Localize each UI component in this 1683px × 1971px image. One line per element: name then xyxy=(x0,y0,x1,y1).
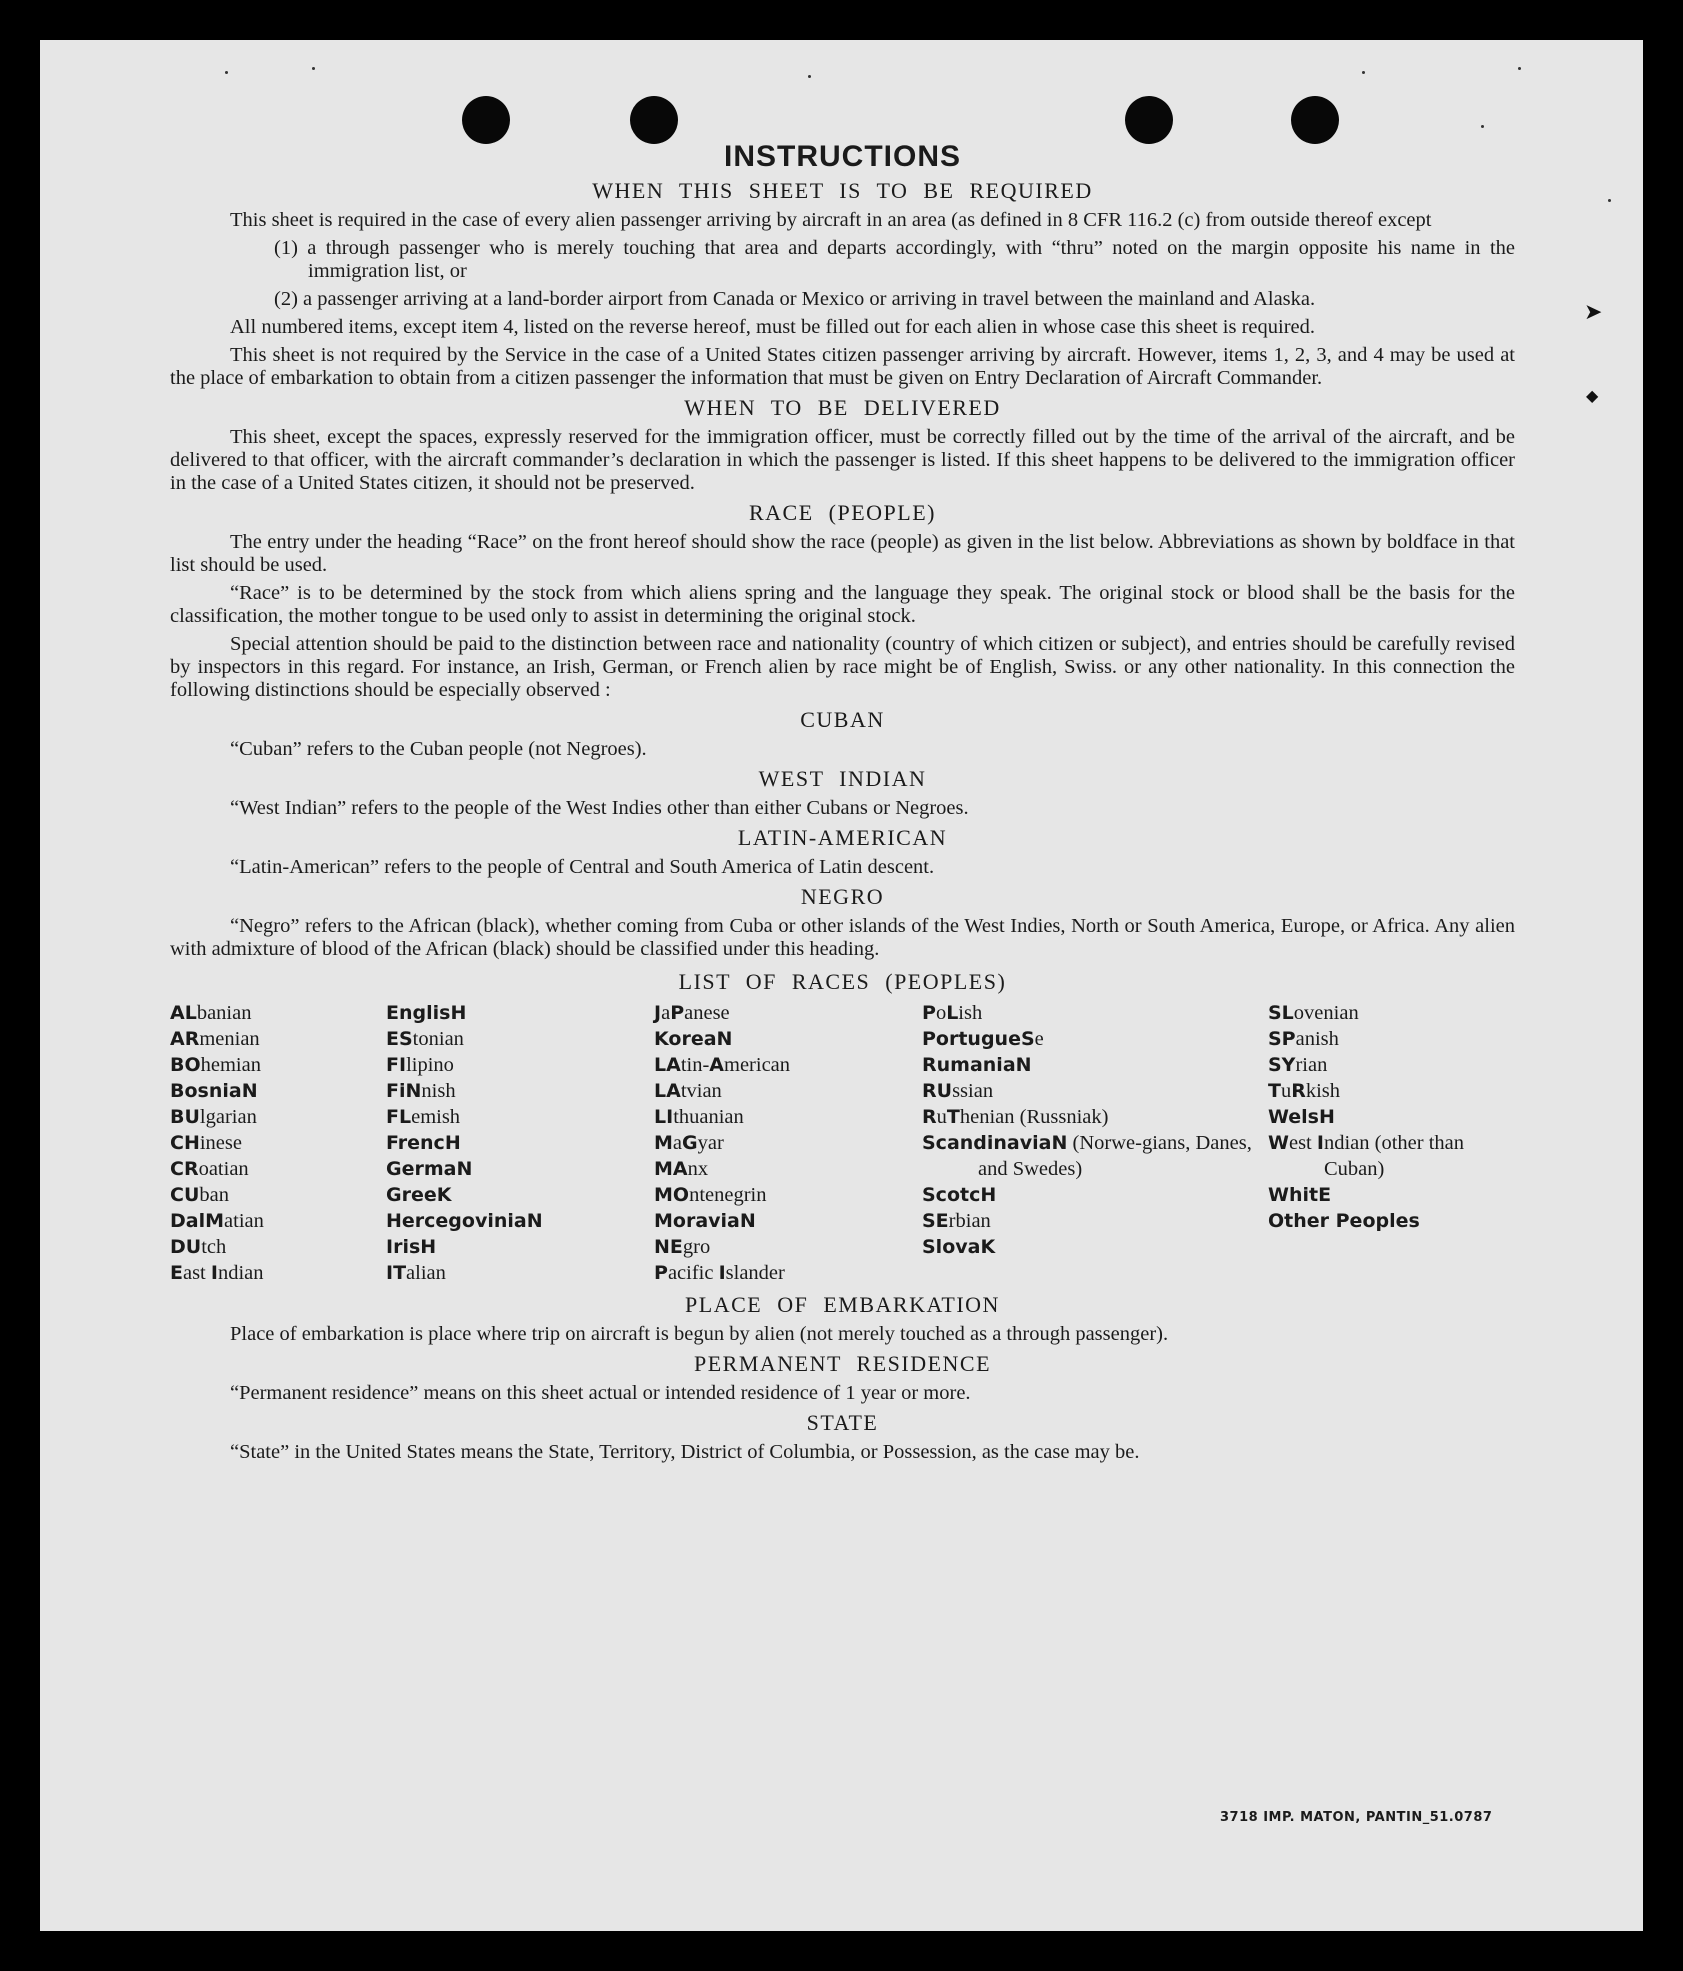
race-abbreviation: H xyxy=(980,1184,997,1206)
race-text: (Norwe-gians, Danes, and Swedes) xyxy=(978,1132,1252,1180)
race-entry xyxy=(386,1234,654,1260)
race-text: ndian xyxy=(217,1262,264,1284)
race-abbreviation: R xyxy=(922,1106,937,1128)
race-text: tch xyxy=(201,1236,227,1258)
race-abbreviation: N xyxy=(405,1080,422,1102)
race-entry xyxy=(922,1078,1268,1104)
races-column xyxy=(922,1000,1268,1286)
race-abbreviation: K xyxy=(436,1184,452,1206)
race-abbreviation: LA xyxy=(654,1054,681,1076)
paragraph: This sheet is not required by the Service in the case of a United States citizen passenger arriving by aircraft. However, items 1, 2, 3, and 4 may be used at the place of embarkation to obtain from a citizen passenger the information that must be given on Entry Declaration of Aircraft Commander. xyxy=(170,344,1515,389)
race-entry xyxy=(654,1078,922,1104)
race-text: atian xyxy=(224,1210,264,1232)
race-entry xyxy=(170,1156,386,1182)
race-entry xyxy=(170,1000,386,1026)
race-abbreviation: ES xyxy=(386,1028,413,1050)
speck xyxy=(1362,71,1365,74)
paragraph: Special attention should be paid to the distinction between race and nationality (country of which citizen or subject), and entries should be carefully revised by inspectors in this regard. For instance, an Irish, German, or French alien by race might be of English, Swiss. or any other nationality. In this connection the following distinctions should be especially observed : xyxy=(170,633,1515,701)
race-text: est xyxy=(1288,1132,1317,1154)
race-abbreviation: J xyxy=(654,1002,662,1024)
heading-cuban: CUBAN xyxy=(800,707,885,732)
race-entry xyxy=(170,1182,386,1208)
race-abbreviation: H xyxy=(1319,1106,1335,1128)
race-abbreviation: N xyxy=(739,1210,756,1232)
race-abbreviation: FI xyxy=(386,1054,407,1076)
race-entry xyxy=(1268,1026,1498,1052)
paragraph: “Race” is to be determined by the stock from which aliens spring and the language they speak. The original stock or blood shall be the basis for the classification, the mother tongue to be used only to assist in determining the original stock. xyxy=(170,582,1515,627)
race-text: emish xyxy=(411,1106,461,1128)
race-abbreviation: E xyxy=(1318,1184,1332,1206)
race-abbreviation: IT xyxy=(386,1262,407,1284)
race-text: acific xyxy=(667,1262,719,1284)
race-abbreviation: Other Peoples xyxy=(1268,1210,1420,1232)
race-entry xyxy=(386,1156,654,1182)
race-entry xyxy=(654,1156,922,1182)
race-entry xyxy=(922,1052,1268,1078)
races-column xyxy=(170,1000,386,1286)
race-abbreviation: BO xyxy=(170,1054,201,1076)
race-abbreviation: CH xyxy=(170,1132,200,1154)
race-text: u xyxy=(936,1106,947,1128)
paragraph: “State” in the United States means the State, Territory, District of Columbia, or Possession, as the case may be. xyxy=(230,1441,1140,1463)
race-abbreviation: W xyxy=(1268,1132,1289,1154)
race-abbreviation: P xyxy=(654,1262,668,1284)
paragraph: “Negro” refers to the African (black), whether coming from Cuba or other islands of the West Indies, North or South America, Europe, or Africa. Any alien with admixture of blood of the African (black) should be classified under this heading. xyxy=(170,915,1515,960)
race-entry xyxy=(170,1052,386,1078)
race-text: anish xyxy=(1295,1028,1339,1050)
race-entry xyxy=(654,1104,922,1130)
race-entry xyxy=(386,1130,654,1156)
race-abbreviation: RU xyxy=(922,1080,953,1102)
race-entry xyxy=(922,1000,1268,1026)
race-entry xyxy=(1268,1182,1498,1208)
race-entry xyxy=(654,1208,922,1234)
race-entry xyxy=(654,1260,922,1286)
race-abbreviation: CU xyxy=(170,1184,200,1206)
race-abbreviation: NE xyxy=(654,1236,683,1258)
race-abbreviation: H xyxy=(444,1132,461,1154)
race-text: a xyxy=(672,1132,683,1154)
race-text: alian xyxy=(406,1262,446,1284)
race-text: ish xyxy=(958,1002,983,1024)
race-text: banian xyxy=(196,1002,252,1024)
race-text: o xyxy=(935,1002,947,1024)
race-abbreviation: AR xyxy=(170,1028,200,1050)
race-text: thuanian xyxy=(673,1106,744,1128)
race-text: ban xyxy=(199,1184,229,1206)
race-entry xyxy=(386,1182,654,1208)
race-text: nish xyxy=(421,1080,456,1102)
race-abbreviation: N xyxy=(241,1080,258,1102)
race-entry xyxy=(386,1104,654,1130)
race-abbreviation: LA xyxy=(654,1080,681,1102)
race-text: e xyxy=(1034,1028,1044,1050)
race-entry xyxy=(170,1260,386,1286)
race-abbreviation: R xyxy=(1291,1080,1306,1102)
race-abbreviation: N xyxy=(456,1158,473,1180)
margin-mark: ➤ xyxy=(1584,300,1603,325)
race-abbreviation: A xyxy=(709,1054,724,1076)
margin-mark: ◆ xyxy=(1586,386,1599,405)
heading-west-indian: WEST INDIAN xyxy=(758,766,927,791)
race-text: slander xyxy=(725,1262,785,1284)
race-abbreviation: SL xyxy=(1268,1002,1294,1024)
race-text: ovenian xyxy=(1293,1002,1359,1024)
heading-list-of-races: LIST OF RACES (PEOPLES) xyxy=(678,969,1007,994)
paragraph: All numbered items, except item 4, listed on the reverse hereof, must be filled out for each alien in whose case this sheet is required. xyxy=(230,316,1316,338)
race-text: henian (Russniak) xyxy=(959,1106,1109,1128)
heading-state: STATE xyxy=(806,1410,879,1435)
races-column xyxy=(1268,1000,1498,1286)
race-entry xyxy=(170,1078,386,1104)
race-text: inese xyxy=(199,1132,242,1154)
paragraph: “West Indian” refers to the people of the West Indies other than either Cubans or Negroes. xyxy=(230,797,969,819)
race-abbreviation: M xyxy=(654,1132,673,1154)
printer-imprint: 3718 IMP. MATON, PANTIN_51.0787 xyxy=(1220,1810,1493,1825)
race-abbreviation: AL xyxy=(170,1002,197,1024)
race-abbreviation: Whit xyxy=(1268,1184,1319,1206)
race-abbreviation: H xyxy=(420,1236,437,1258)
race-entry xyxy=(922,1104,1268,1130)
race-abbreviation: Portugue xyxy=(922,1028,1021,1050)
race-abbreviation: Scotc xyxy=(922,1184,981,1206)
race-abbreviation: H xyxy=(450,1002,467,1024)
paragraph: The entry under the heading “Race” on the front hereof should show the race (people) as given in the list below. Abbreviations as shown by boldface in that list should be used. xyxy=(170,531,1515,576)
race-text: anese xyxy=(684,1002,730,1024)
document-sheet xyxy=(40,40,1643,1931)
race-abbreviation: Iris xyxy=(386,1236,421,1258)
page-title: INSTRUCTIONS xyxy=(724,140,961,173)
race-text: lipino xyxy=(406,1054,454,1076)
race-abbreviation: Englis xyxy=(386,1002,451,1024)
race-abbreviation: K xyxy=(980,1236,996,1258)
race-abbreviation: Dal xyxy=(170,1210,206,1232)
race-entry xyxy=(654,1182,922,1208)
race-abbreviation: LI xyxy=(654,1106,674,1128)
race-abbreviation: Scandinavia xyxy=(922,1132,1052,1154)
race-entry xyxy=(922,1130,1268,1182)
race-abbreviation: I xyxy=(718,1262,726,1284)
race-abbreviation: P xyxy=(922,1002,936,1024)
race-text: u xyxy=(1280,1080,1292,1102)
race-abbreviation: I xyxy=(210,1262,218,1284)
speck xyxy=(312,67,315,70)
race-abbreviation: Frenc xyxy=(386,1132,445,1154)
race-text: ssian xyxy=(952,1080,994,1102)
race-text: tin- xyxy=(680,1054,710,1076)
race-entry xyxy=(922,1208,1268,1234)
race-entry xyxy=(386,1078,654,1104)
race-abbreviation: Moravia xyxy=(654,1210,740,1232)
race-abbreviation: SP xyxy=(1268,1028,1296,1050)
race-entry xyxy=(1268,1000,1498,1026)
race-entry xyxy=(654,1000,922,1026)
race-text: ndian (other than Cuban) xyxy=(1323,1132,1464,1180)
race-abbreviation: N xyxy=(526,1210,543,1232)
paragraph: Place of embarkation is place where trip on aircraft is begun by alien (not merely touched as a through passenger). xyxy=(230,1323,1169,1345)
race-text: kish xyxy=(1305,1080,1341,1102)
race-abbreviation: Korea xyxy=(654,1028,717,1050)
race-abbreviation: Wels xyxy=(1268,1106,1319,1128)
race-abbreviation: E xyxy=(170,1262,183,1284)
paragraph: “Cuban” refers to the Cuban people (not Negroes). xyxy=(230,738,647,760)
race-entry xyxy=(386,1052,654,1078)
race-entry xyxy=(1268,1130,1498,1182)
race-abbreviation: N xyxy=(1051,1132,1068,1154)
race-abbreviation: T xyxy=(946,1106,960,1128)
heading-when-required: WHEN THIS SHEET IS TO BE REQUIRED xyxy=(592,178,1093,203)
race-abbreviation: BU xyxy=(170,1106,200,1128)
paragraph: This sheet, except the spaces, expressly reserved for the immigration officer, must be correctly filled out by the time of the arrival of the aircraft, and be delivered to that officer, with the aircraft commander’s declaration in which the passenger is listed. If this sheet happens to be delivered to the immigration officer in the case of a United States citizen, it should not be preserved. xyxy=(170,426,1515,494)
race-entry xyxy=(922,1026,1268,1052)
race-abbreviation: Germa xyxy=(386,1158,457,1180)
race-abbreviation: P xyxy=(670,1002,685,1024)
race-abbreviation: G xyxy=(682,1132,698,1154)
race-text: ntenegrin xyxy=(689,1184,767,1206)
race-text: hemian xyxy=(200,1054,261,1076)
race-entry xyxy=(170,1026,386,1052)
race-abbreviation: Fi xyxy=(386,1080,406,1102)
heading-latin-american: LATIN-AMERICAN xyxy=(737,825,948,850)
speck xyxy=(225,71,228,74)
race-abbreviation: T xyxy=(1268,1080,1281,1102)
race-text: tonian xyxy=(412,1028,464,1050)
race-text: gro xyxy=(682,1236,711,1258)
heading-when-delivered: WHEN TO BE DELIVERED xyxy=(684,395,1001,420)
race-text: rbian xyxy=(948,1210,991,1232)
speck xyxy=(1518,67,1521,70)
races-column xyxy=(386,1000,654,1286)
race-abbreviation: DU xyxy=(170,1236,202,1258)
race-abbreviation: MA xyxy=(654,1158,688,1180)
race-abbreviation: I xyxy=(1316,1132,1324,1154)
race-text: lgarian xyxy=(199,1106,257,1128)
paragraph: This sheet is required in the case of every alien passenger arriving by aircraft in an area (as defined in 8 CFR 116.2 (c) from outside thereof except xyxy=(230,209,1432,231)
race-entry xyxy=(170,1208,386,1234)
race-abbreviation: Gree xyxy=(386,1184,437,1206)
race-abbreviation: CR xyxy=(170,1158,199,1180)
race-entry xyxy=(654,1234,922,1260)
list-item: (2) a passenger arriving at a land-border airport from Canada or Mexico or arriving in travel between the mainland and Alaska. xyxy=(274,288,1316,310)
race-text: menian xyxy=(199,1028,260,1050)
heading-permanent-residence: PERMANENT RESIDENCE xyxy=(693,1351,992,1376)
race-entry xyxy=(1268,1052,1498,1078)
race-abbreviation: FL xyxy=(386,1106,412,1128)
race-entry xyxy=(1268,1078,1498,1104)
race-entry xyxy=(654,1026,922,1052)
races-list xyxy=(170,1000,1515,1286)
instructions-content xyxy=(170,100,1515,1469)
race-entry xyxy=(654,1130,922,1156)
race-abbreviation: S xyxy=(1020,1028,1035,1050)
race-abbreviation: MO xyxy=(654,1184,690,1206)
race-entry xyxy=(170,1104,386,1130)
race-entry xyxy=(386,1000,654,1026)
race-abbreviation: Hercegovinia xyxy=(386,1210,527,1232)
race-text: nx xyxy=(687,1158,709,1180)
race-text: merican xyxy=(724,1054,791,1076)
speck xyxy=(1608,199,1611,202)
race-text: a xyxy=(661,1002,671,1024)
heading-race: RACE (PEOPLE) xyxy=(749,500,936,525)
race-entry xyxy=(386,1260,654,1286)
race-entry xyxy=(922,1182,1268,1208)
paragraph: “Latin-American” refers to the people of Central and South America of Latin descent. xyxy=(230,856,935,878)
race-entry xyxy=(386,1026,654,1052)
list-item: (1) a through passenger who is merely touching that area and departs accordingly, with “thru” noted on the margin opposite his name in the immigration list, or xyxy=(274,237,1515,282)
race-entry xyxy=(386,1208,654,1234)
race-entry xyxy=(170,1234,386,1260)
heading-embarkation: PLACE OF EMBARKATION xyxy=(685,1292,1000,1317)
race-entry xyxy=(922,1234,1268,1260)
race-abbreviation: Slova xyxy=(922,1236,981,1258)
race-abbreviation: N xyxy=(1015,1054,1032,1076)
race-entry xyxy=(170,1130,386,1156)
race-entry xyxy=(1268,1208,1498,1234)
race-entry xyxy=(1268,1104,1498,1130)
speck xyxy=(808,75,811,78)
race-abbreviation: SE xyxy=(922,1210,949,1232)
race-text: tvian xyxy=(680,1080,722,1102)
race-abbreviation: L xyxy=(946,1002,959,1024)
race-abbreviation: SY xyxy=(1268,1054,1296,1076)
race-abbreviation: Bosnia xyxy=(170,1080,242,1102)
race-text: ast xyxy=(182,1262,211,1284)
race-abbreviation: N xyxy=(716,1028,733,1050)
heading-negro: NEGRO xyxy=(800,884,885,909)
race-text: rian xyxy=(1295,1054,1328,1076)
race-abbreviation: M xyxy=(205,1210,225,1232)
races-column xyxy=(654,1000,922,1286)
race-text: oatian xyxy=(198,1158,249,1180)
paragraph: “Permanent residence” means on this sheet actual or intended residence of 1 year or more. xyxy=(230,1382,971,1404)
race-text: yar xyxy=(697,1132,724,1154)
race-entry xyxy=(654,1052,922,1078)
race-abbreviation: Rumania xyxy=(922,1054,1016,1076)
